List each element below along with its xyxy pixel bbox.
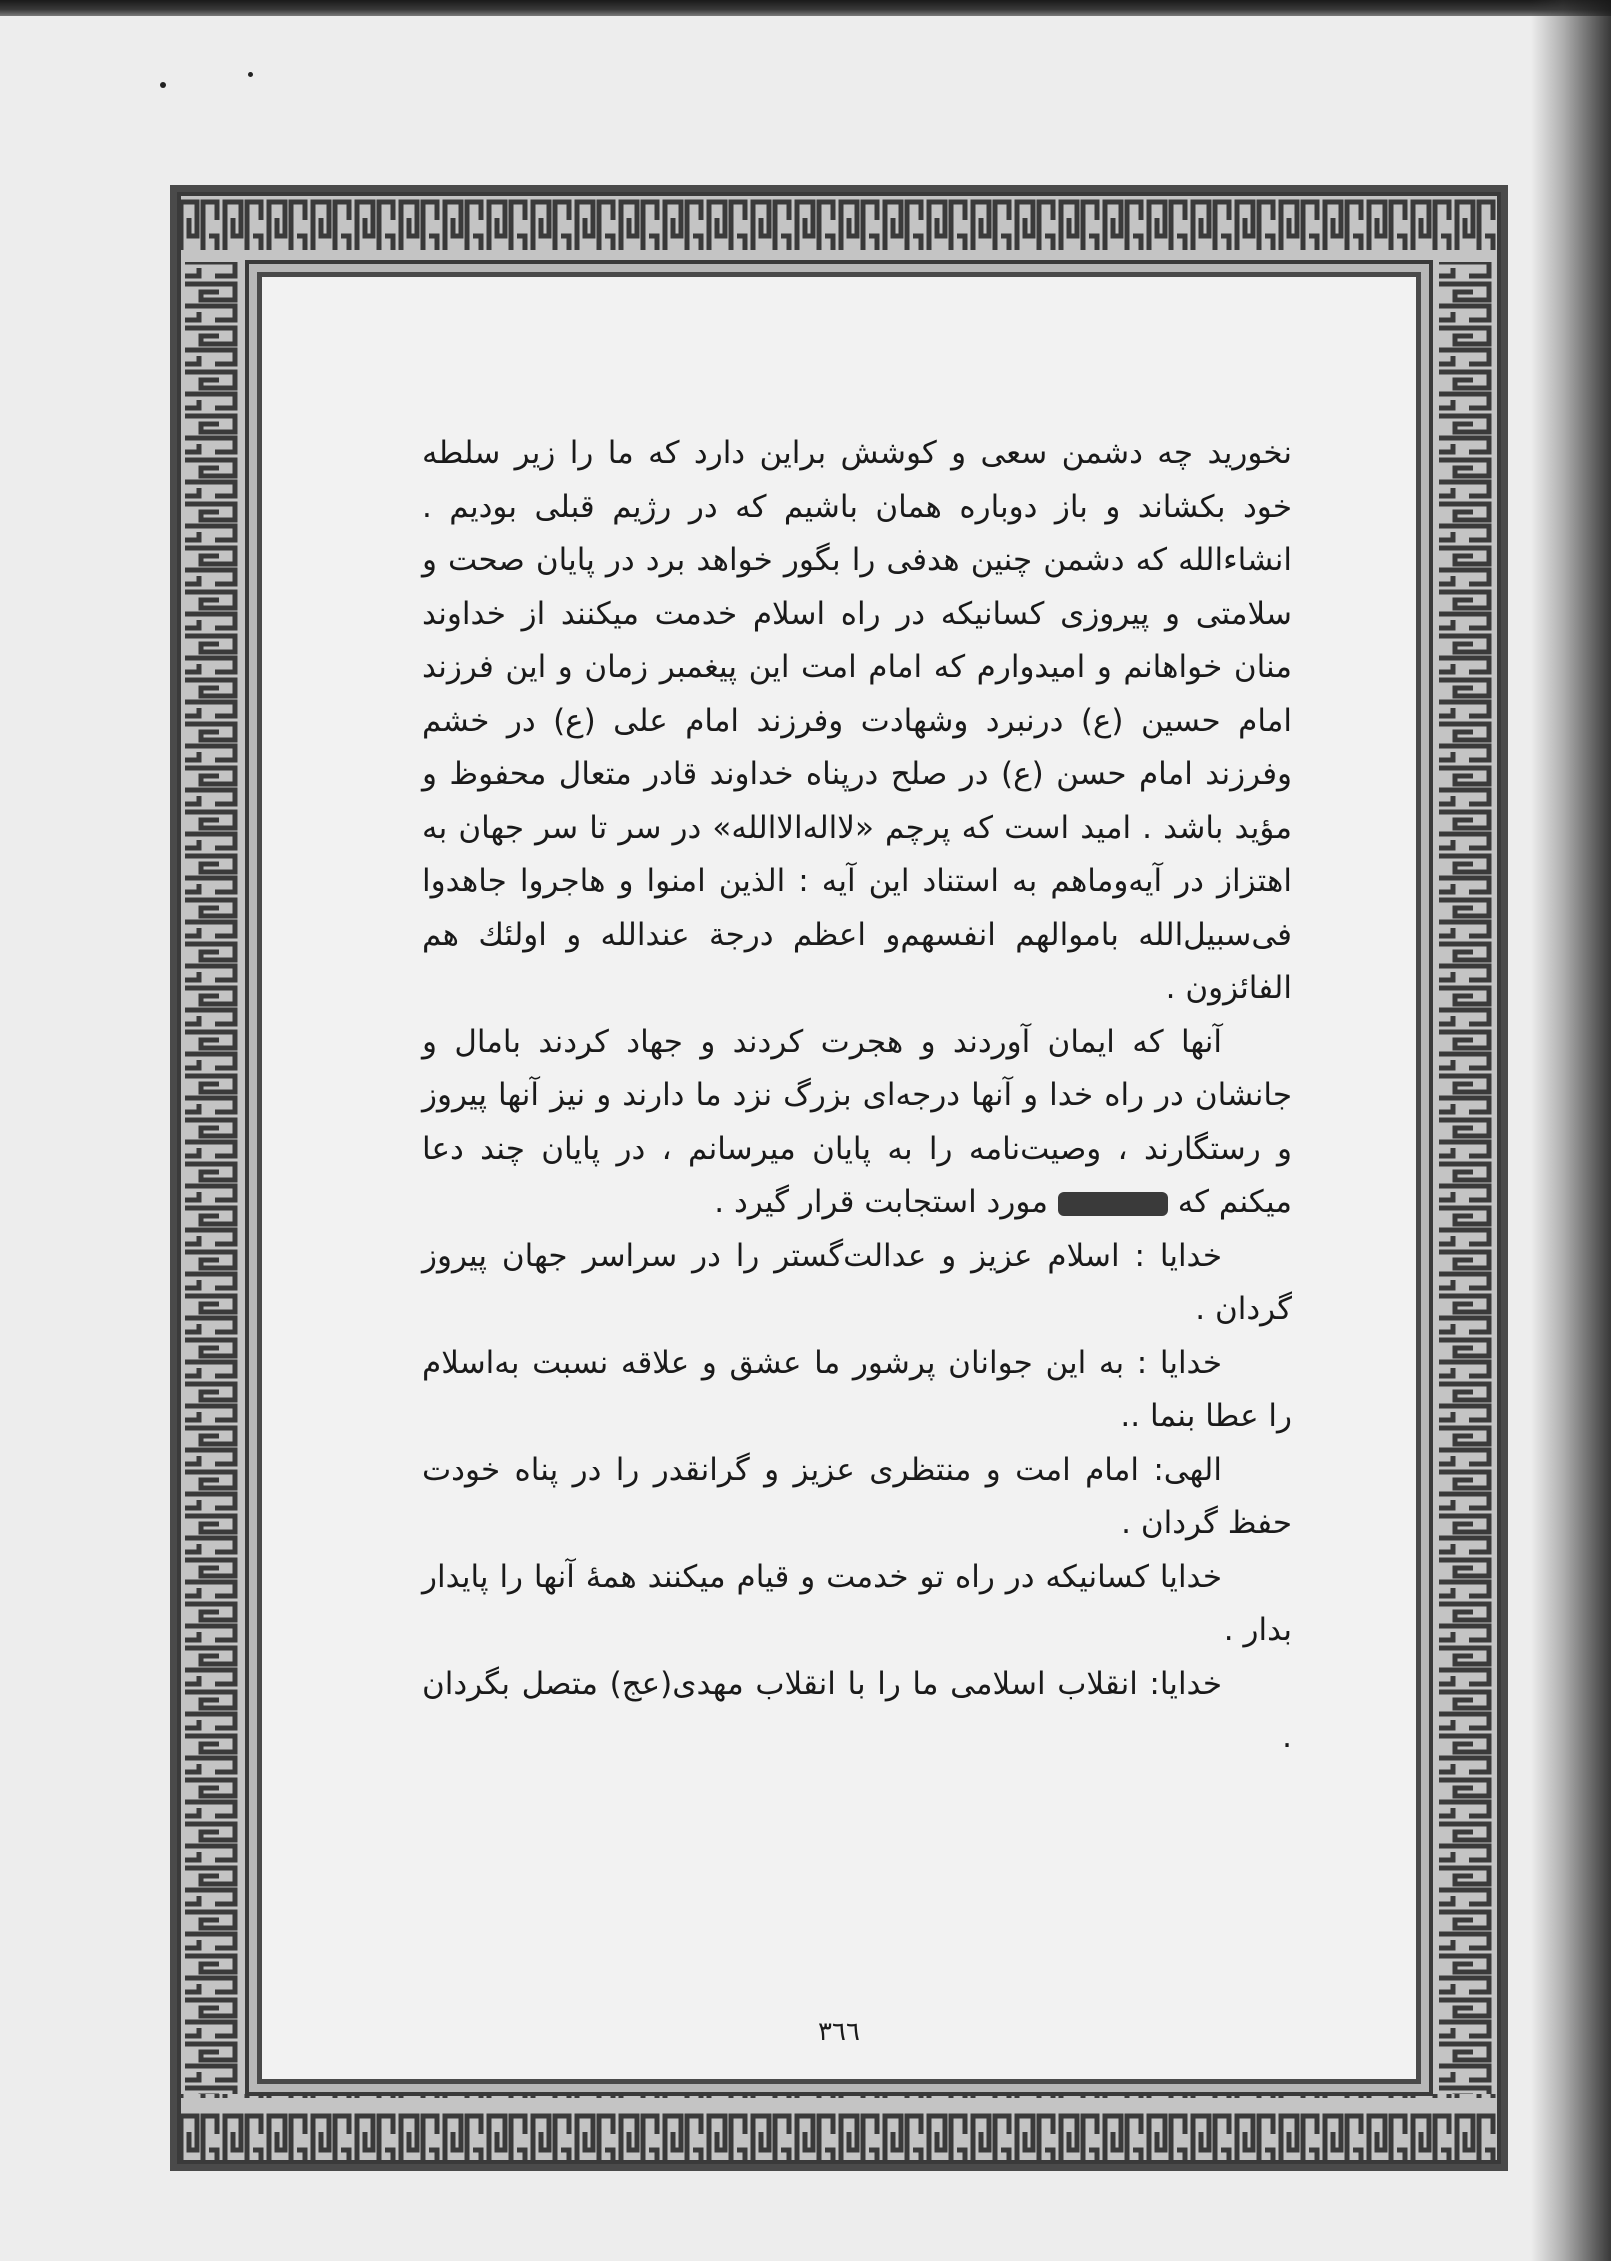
prayer-4: خدایا کسانیکه در راه تو خدمت و قیام میکنند همهٔ آنها را پایدار بدار . xyxy=(422,1558,1292,1648)
binding-shadow xyxy=(1531,0,1611,2261)
ornamental-border xyxy=(170,185,1508,2171)
scan-top-edge xyxy=(0,0,1611,16)
prayer-1: خدایا : اسلام عزیز و عدالت‌گستر را در سراسر جهان پیروز گردان . xyxy=(422,1237,1292,1327)
prayer-2: خدایا : به این جوانان پرشور ما عشق و علاقه نسبت به‌اسلام را عطا بنما .. xyxy=(422,1344,1292,1434)
scan-speck xyxy=(248,72,253,77)
redaction-mark xyxy=(1058,1192,1168,1216)
page-number: ٣٦٦ xyxy=(818,2017,860,2047)
scan-speck xyxy=(160,82,166,88)
paragraph-2-end: مورد استجابت قرار گیرد . xyxy=(714,1184,1048,1220)
page-content-area xyxy=(257,272,1421,2084)
prayer-3: الهی: امام امت و منتظری عزیز و گرانقدر را در پناه خودت حفظ گردان . xyxy=(422,1451,1292,1541)
paragraph-2-start: آنها که ایمان آوردند و هجرت کردند و جهاد کردند بامال و جانشان در راه خدا و آنها درجه‌ای بزرگ نزد ما دارند و نیز آنها پیروز و رستگارند ، وصیت‌نامه را به پایان میرسانم ، در پایان چند دعا میکنم که xyxy=(422,1023,1292,1220)
paragraph-2 xyxy=(422,1016,1292,1230)
prayer-5: خدایا: انقلاب اسلامی ما را با انقلاب مهدی(عج) متصل بگردان . xyxy=(422,1665,1292,1755)
paragraph-1: نخورید چه دشمن سعی و کوشش براین دارد که ما را زیر سلطه خود بکشاند و باز دوباره همان باشیم که در رژیم قبلی بودیم . انشاءالله که دشمن چنین هدفی را بگور خواهد برد در پایان صحت و سلامتی و پیروزی کسانیکه در راه اسلام خدمت میکنند از خداوند منان خواهانم و امیدوارم که امام امت این پیغمبر زمان و این فرزند امام حسین (ع) درنبرد وشهادت وفرزند امام علی (ع) در خشم وفرزند امام حسن (ع) در صلح درپناه خداوند قادر متعال محفوظ و مؤید باشد . امید است که پرچم «لااله‌الاالله» در سر تا سر جهان به اهتزاز در آیه‌وماهم به استناد این آیه : الذین امنوا و هاجروا جاهدوا فی‌سبیل‌الله باموالهم انفسهم‌و اعظم درجة عندالله و اولئك هم الفائزون . xyxy=(422,435,1292,1006)
body-text xyxy=(422,427,1292,1765)
